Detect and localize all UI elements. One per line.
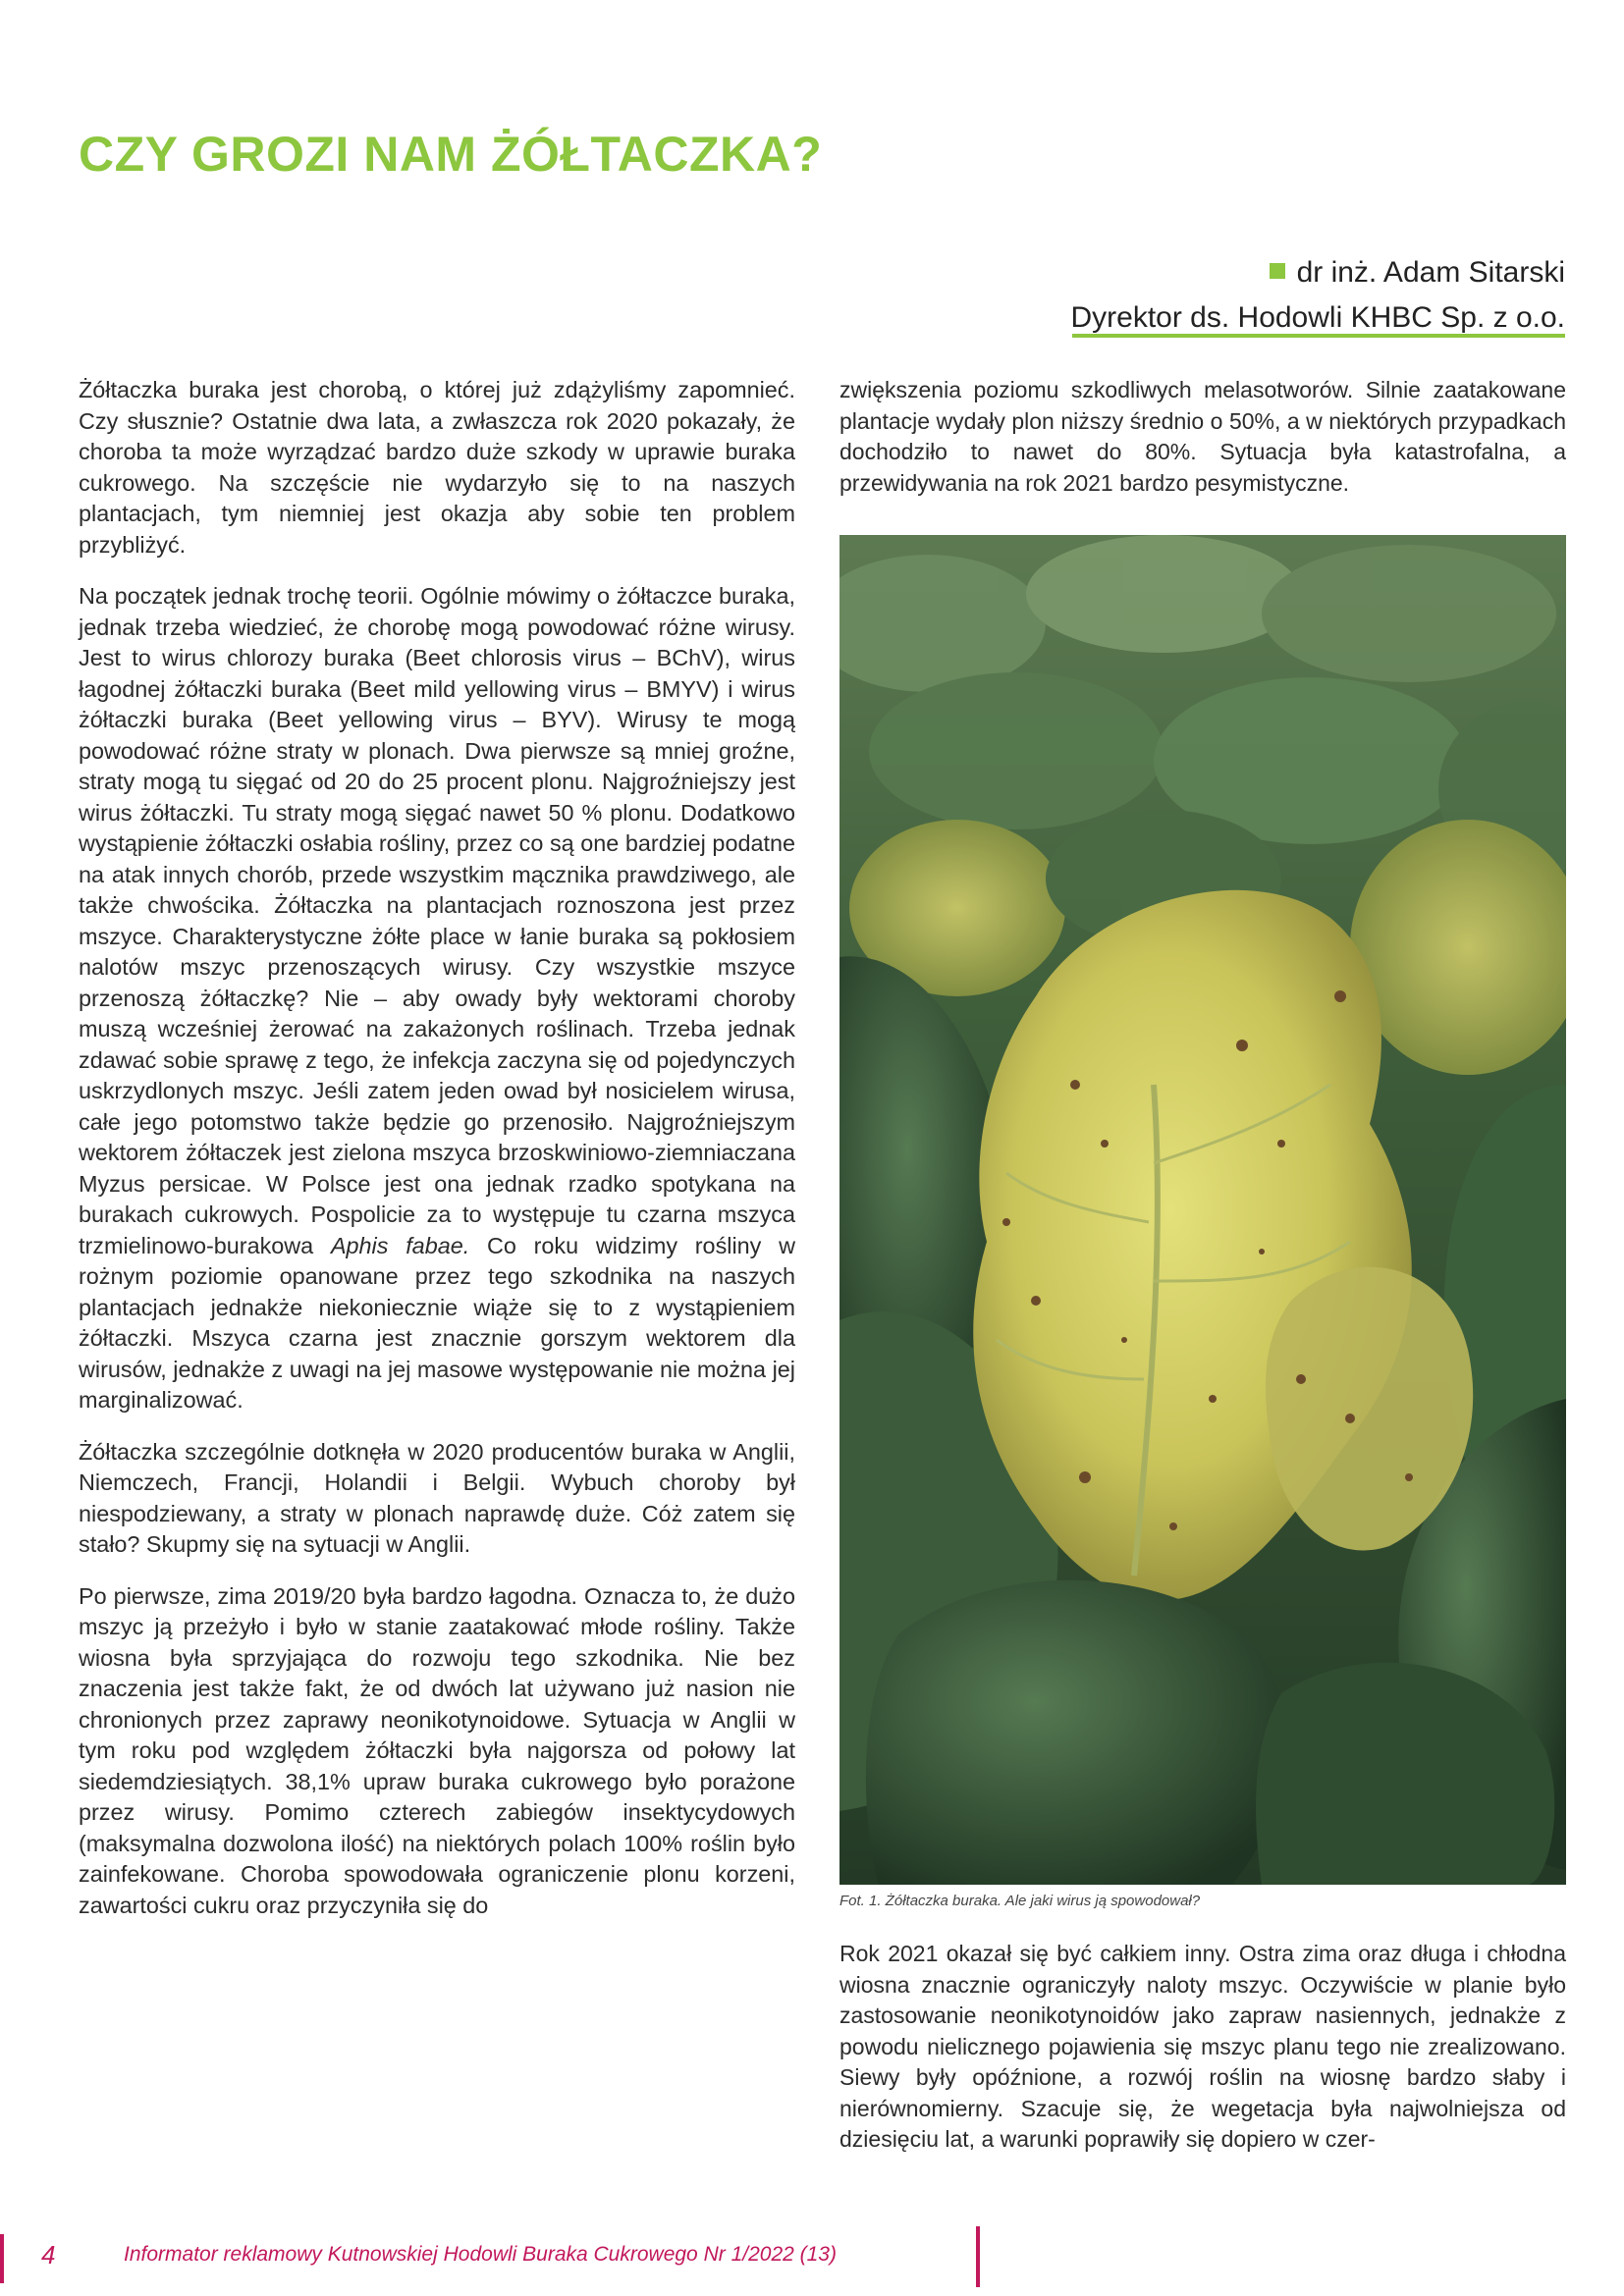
- right-column-continued: [839, 1939, 1566, 2156]
- footer-divider: [976, 2226, 980, 2287]
- author-name: dr inż. Adam Sitarski: [1296, 256, 1565, 289]
- footer-left-bar: [0, 2234, 4, 2283]
- photo-caption: Fot. 1. Żółtaczka buraka. Ale jaki wirus ją spowodował?: [839, 1893, 1201, 1909]
- paragraph-winter: Po pierwsze, zima 2019/20 była bardzo łagodna. Oznacza to, że dużo mszyc ją przeżyło i było w stanie zaatakować młode rośliny. Także wiosna była sprzyjająca do rozwoju tego szkodnika. Nie bez znaczenia jest także fakt, że od dwóch lat używano już nasion nie chronionych przez zaprawy neonikotynoidowe. Sytuacja w Anglii w tym roku pod względem żółtaczki była najgorsza od połowy lat siedemdziesiątych. 38,1% upraw buraka cukrowego było porażone przez wirusy. Pomimo czterech zabiegów insektycydowych (maksymalna dozwolona ilość) na niektórych polach 100% roślin było zainfekowane. Choroba spowodowała ograniczenie plonu korzeni, zawartości cukru oraz przyczyniła się do: [79, 1582, 795, 1918]
- paragraph-2020: Żółtaczka szczególnie dotknęła w 2020 producentów buraka w Anglii, Niemczech, Francji, Holandii i Belgii. Wybuch choroby był niespodziewany, a straty w plonach naprawdę duże. Cóż zatem się stało? Skupmy się na sytuacji w Anglii.: [79, 1438, 795, 1557]
- article-title: CZY GROZI NAM ŻÓŁTACZKA?: [79, 127, 823, 182]
- author-role: Dyrektor ds. Hodowli KHBC Sp. z o.o.: [1070, 301, 1565, 334]
- paragraph-2021: Rok 2021 okazał się być całkiem inny. Ostra zima oraz długa i chłodna wiosna znacznie ograniczyły naloty mszyc. Oczywiście w planie było zastosowanie neonikotynoidów jako zapraw nasiennych, jednakże z powodu nielicznego pojawienia się mszyc planu tego nie zrealizowano. Siewy były opóźnione, a rozwój roślin na wiosnę bardzo słaby i nierównomierny. Szacuje się, że wegetacja była najwolniejsza od dziesięciu lat, a warunki poprawiły się dopiero w czer-: [839, 1941, 1566, 2152]
- beet-leaf-photo: [839, 535, 1566, 1885]
- author-block: [878, 250, 1565, 341]
- paragraph-theory-part-2: Co roku widzimy rośliny w rożnym poziomie opanowane przez tego szkodnika na naszych plantacjach jednakże niekoniecznie wiąże się to z wystąpieniem żółtaczki. Mszyca czarna jest znacznie gorszym wektorem dla wirusów, jednakże z uwagi na jej masowe występowanie nie można jej marginalizować.: [79, 1232, 795, 1413]
- species-name: Aphis fabae.: [330, 1232, 470, 1258]
- author-name-line: [878, 250, 1565, 295]
- paragraph-continuation: zwiększenia poziomu szkodliwych melasotworów. Silnie zaatakowane plantacje wydały plon niższy średnio o 50%, a w niektórych przypadkach dochodziło to nawet do 80%. Sytuacja była katastrofalna, a przewidywania na rok 2021 bardzo pesymistyczne.: [839, 377, 1566, 496]
- footer-publication: Informator reklamowy Kutnowskiej Hodowli Buraka Cukrowego Nr 1/2022 (13): [124, 2243, 837, 2266]
- paragraph-theory-part-1: Na początek jednak trochę teorii. Ogólnie mówimy o żółtaczce buraka, jednak trzeba wiedzieć, że chorobę mogą powodować różne wirusy. Jest to wirus chlorozy buraka (Beet chlorosis virus – BChV), wirus łagodnej żółtaczki buraka (Beet mild yellowing virus – BMYV) i wirus żółtaczki buraka (Beet yellowing virus – BYV). Wirusy te mogą powodować różne straty w plonach. Dwa pierwsze są mniej groźne, straty mogą tu sięgać od 20 do 25 procent plonu. Najgroźniejszy jest wirus żółtaczki. Tu straty mogą sięgać nawet 50 % plonu. Dodatkowo wystąpienie żółtaczki osłabia rośliny, przez co są one bardziej podatne na atak innych chorób, przede wszystkim mącznika prawdziwego, ale także chwościka. Żółtaczka na plantacjach roznoszona jest przez mszyce. Charakterystyczne żółte place w łanie buraka są pokłosiem nalotów mszyc przenoszących wirusy. Czy wszystkie mszyce przenoszą żółtaczkę? Nie – aby owady były wektorami choroby muszą wcześniej żerować na zakażonych roślinach. Trzeba jednak zdawać sobie sprawę z tego, że infekcja zaczyna się od pojedynczych uskrzydlonych mszyc. Jeśli zatem jeden owad był nosicielem wirusa, całe jego potomstwo także będzie go przenosiło. Najgroźniejszym wektorem żółtaczek jest zielona mszyca brzoskwiniowo-ziemniaczana Myzus persicae. W Polsce jest ona jednak rzadko spotykana na burakach cukrowych. Pospolicie za to występuje tu czarna mszyca trzmielinowo-burakowa: [79, 583, 795, 1258]
- author-underline: [1072, 334, 1565, 338]
- page-number: 4: [41, 2240, 56, 2269]
- paragraph-theory: [79, 581, 795, 1416]
- left-column: [79, 375, 795, 1921]
- right-column: [839, 375, 1566, 499]
- paragraph-intro: Żółtaczka buraka jest chorobą, o której już zdążyliśmy zapomnieć. Czy słusznie? Ostatnie dwa lata, a zwłaszcza rok 2020 pokazały, że choroba ta może wyrządzać bardzo duże szkody w uprawie buraka cukrowego. Na szczęście nie wydarzyło się to na naszych plantacjach, tym niemniej jest okazja aby sobie ten problem przybliżyć.: [79, 377, 795, 558]
- bullet-square-icon: [1270, 263, 1285, 279]
